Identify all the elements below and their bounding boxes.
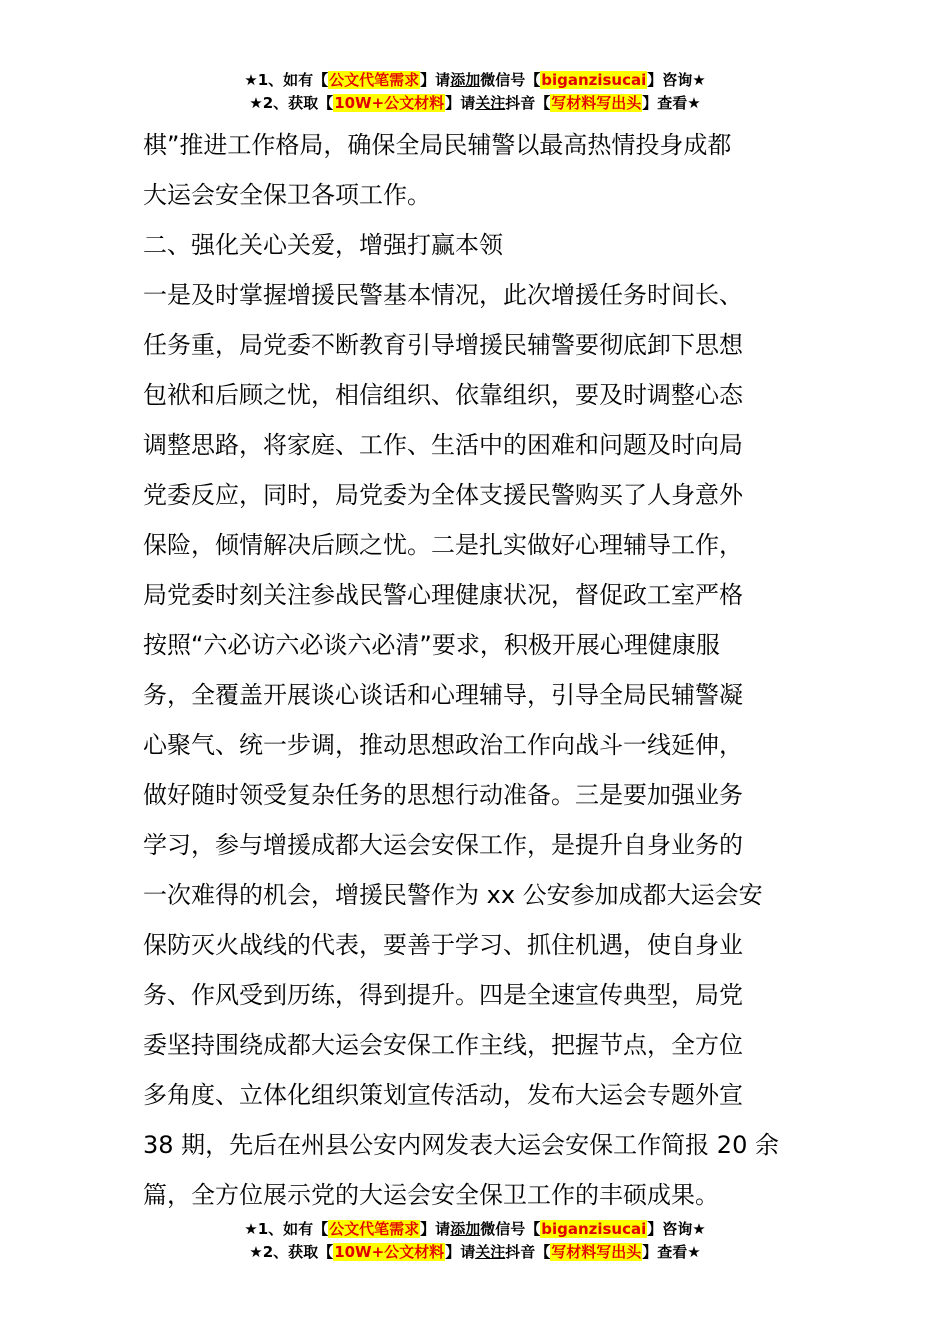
banner-text: 抖音【: [505, 1243, 551, 1261]
body-line: 棋”推进工作格局，确保全局民辅警以最高热情投身成都: [143, 131, 732, 159]
banner-line-1: [0, 1218, 950, 1241]
paragraph-line: 保险，倾情解决后顾之忧。二是扎实做好心理辅导工作，: [143, 531, 743, 559]
banner-text: ★2、获取【: [249, 94, 334, 112]
banner-text: 】查看★: [642, 1243, 701, 1261]
paragraph-line: 按照“六必访六必谈六必清”要求，积极开展心理健康服: [143, 631, 720, 659]
document-body: [143, 120, 807, 1220]
highlight-douyin-id: 写材料写出头: [551, 94, 642, 112]
highlight-service: 公文代笔需求: [329, 71, 420, 89]
paragraph-line: 委坚持围绕成都大运会安保工作主线，把握节点，全方位: [143, 1031, 743, 1059]
banner-underlined-text: 关注: [475, 94, 506, 112]
banner-text: 】请: [420, 1220, 451, 1238]
paragraph-line: 一是及时掌握增援民警基本情况，此次增援任务时间长、: [143, 281, 743, 309]
paragraph-line: 篇，全方位展示党的大运会安全保卫工作的丰硕成果。: [143, 1181, 719, 1209]
paragraph-line: 心聚气、统一步调，推动思想政治工作向战斗一线延伸，: [143, 731, 743, 759]
paragraph-line: 调整思路，将家庭、工作、生活中的困难和问题及时向局: [143, 431, 743, 459]
banner-text: 】请: [445, 1243, 476, 1261]
banner-text: 】查看★: [642, 94, 701, 112]
banner-text: 】请: [420, 71, 451, 89]
highlight-materials: 10W+公文材料: [334, 1243, 445, 1261]
paragraph-line: 党委反应，同时，局党委为全体支援民警购买了人身意外: [143, 481, 743, 509]
highlight-service: 公文代笔需求: [329, 1220, 420, 1238]
top-banner: [0, 69, 950, 115]
highlight-materials: 10W+公文材料: [334, 94, 445, 112]
paragraph-line: 保防灭火战线的代表，要善于学习、抓住机遇，使自身业: [143, 931, 743, 959]
banner-text: 微信号【: [480, 71, 541, 89]
bottom-banner: [0, 1218, 950, 1264]
body-line: 大运会安全保卫各项工作。: [143, 181, 431, 209]
paragraph-line: 任务重，局党委不断教育引导增援民辅警要彻底卸下思想: [143, 331, 743, 359]
banner-line-2: [0, 1241, 950, 1264]
paragraph-line: 多角度、立体化组织策划宣传活动，发布大运会专题外宣: [143, 1081, 743, 1109]
banner-text: ★2、获取【: [249, 1243, 334, 1261]
highlight-wechat-id: biganzisucai: [541, 71, 647, 89]
banner-underlined-text: 添加: [450, 1220, 481, 1238]
paragraph-line: 做好随时领受复杂任务的思想行动准备。三是要加强业务: [143, 781, 743, 809]
banner-underlined-text: 添加: [450, 71, 481, 89]
highlight-douyin-id: 写材料写出头: [551, 1243, 642, 1261]
banner-text: ★1、如有【: [244, 1220, 329, 1238]
paragraph-line: 38 期，先后在州县公安内网发表大运会安保工作简报 20 余: [143, 1131, 779, 1159]
banner-line-1: [0, 69, 950, 92]
highlight-wechat-id: biganzisucai: [541, 1220, 647, 1238]
banner-text: 】请: [445, 94, 476, 112]
banner-text: 微信号【: [480, 1220, 541, 1238]
paragraph-line: 局党委时刻关注参战民警心理健康状况，督促政工室严格: [143, 581, 743, 609]
paragraph-line: 务，全覆盖开展谈心谈话和心理辅导，引导全局民辅警凝: [143, 681, 743, 709]
banner-text: 】咨询★: [647, 1220, 706, 1238]
banner-text: 】咨询★: [647, 71, 706, 89]
paragraph-line: 学习，参与增援成都大运会安保工作，是提升自身业务的: [143, 831, 743, 859]
paragraph-line: 包袱和后顾之忧，相信组织、依靠组织，要及时调整心态: [143, 381, 743, 409]
banner-underlined-text: 关注: [475, 1243, 506, 1261]
banner-line-2: [0, 92, 950, 115]
banner-text: ★1、如有【: [244, 71, 329, 89]
section-heading: 二、强化关心关爱，增强打赢本领: [143, 231, 503, 259]
paragraph-line: 务、作风受到历练，得到提升。四是全速宣传典型，局党: [143, 981, 743, 1009]
paragraph-line: 一次难得的机会，增援民警作为 xx 公安参加成都大运会安: [143, 881, 763, 909]
banner-text: 抖音【: [505, 94, 551, 112]
